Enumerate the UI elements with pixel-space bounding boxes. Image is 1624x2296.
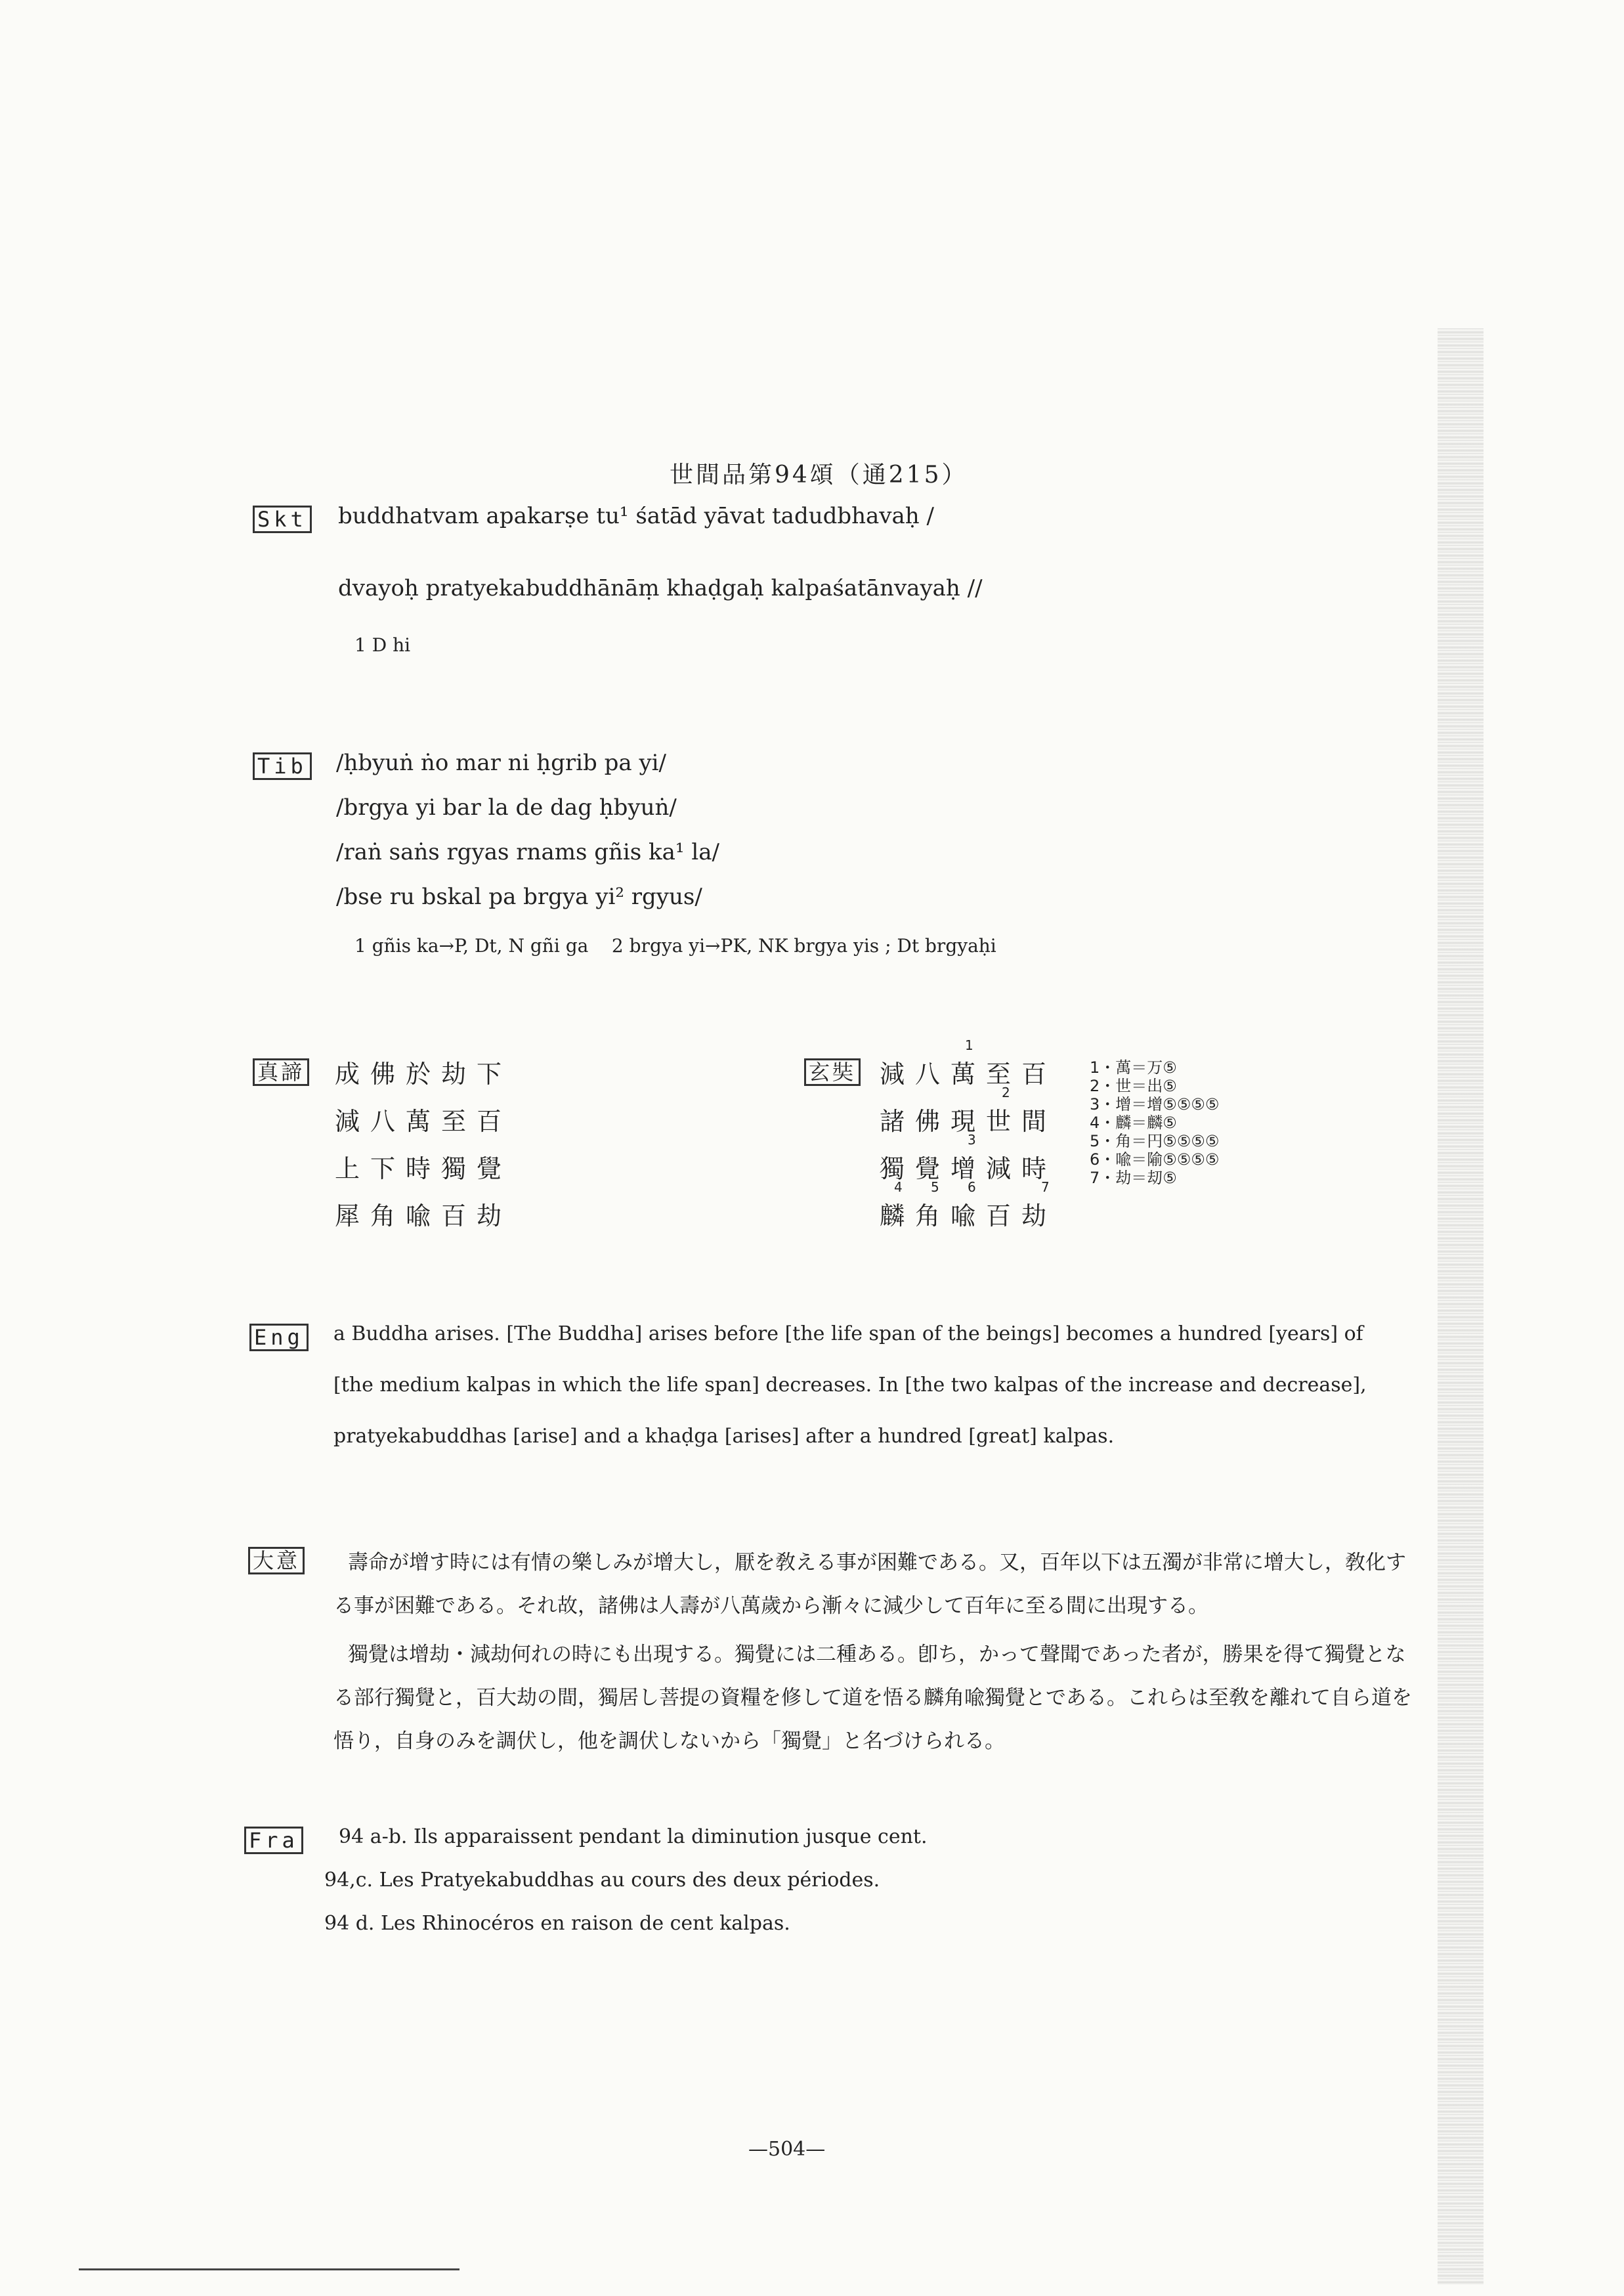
fra-line-1: 94 a-b. Ils apparaissent pendant la diminution jusque cent.	[339, 1825, 928, 1848]
variant-note: 5・角＝円⑤⑤⑤⑤	[1090, 1132, 1220, 1150]
tib-note: 1 gñis ka→P, Dt, N gñi ga 2 brgya yi→PK, NK brgya yis ; Dt brgyaḥi	[354, 935, 996, 957]
variant-note: 6・喩＝隃⑤⑤⑤⑤	[1090, 1150, 1220, 1169]
zhendi-line-3: 上下時獨覺	[335, 1154, 513, 1183]
page-title: 世間品第94頌（通215）	[670, 462, 968, 488]
section-label-zhendi: 真諦	[253, 1058, 309, 1086]
tib-line-2: /brgya yi bar la de dag ḥbyuṅ/	[336, 794, 677, 821]
variant-note: 2・世＝出⑤	[1090, 1077, 1177, 1095]
xuanzang-mark-7: 7	[1041, 1179, 1050, 1195]
tib-line-4: /bse ru bskal pa brgya yi² rgyus/	[336, 884, 702, 910]
variant-note: 4・麟＝麟⑤	[1090, 1114, 1177, 1132]
variant-notes	[1090, 1058, 1219, 1187]
section-label-fra: Fra	[244, 1827, 303, 1854]
page-number: —504—	[748, 2138, 826, 2161]
xuanzang-line-4: 麟角喩百劫	[880, 1202, 1058, 1230]
taii-line-4: る部行獨覺と，百大劫の間，獨居し菩提の資糧を修して道を悟る麟角喩獨覺とである。これらは至敎を離れて自ら道を	[333, 1686, 1412, 1710]
xuanzang-mark-3: 3	[968, 1132, 976, 1148]
variant-note: 3・增＝增⑤⑤⑤⑤	[1090, 1095, 1220, 1114]
xuanzang-mark-5: 5	[931, 1179, 939, 1195]
taii-line-5: 悟り，自身のみを調伏し，他を調伏しないから「獨覺」と名づけられる。	[333, 1729, 1005, 1753]
skt-note: 1 D hi	[354, 634, 411, 656]
fra-line-3: 94 d. Les Rhinocéros en raison de cent kalpas.	[324, 1912, 790, 1935]
eng-line-2: [the medium kalpas in which the life span] decreases. In [the two kalpas of the increase and decrease],	[333, 1374, 1367, 1397]
section-label-taii: 大意	[248, 1547, 305, 1574]
fra-line-2: 94,c. Les Pratyekabuddhas au cours des deux périodes.	[324, 1869, 880, 1892]
eng-line-3: pratyekabuddhas [arise] and a khaḍga [arises] after a hundred [great] kalpas.	[333, 1425, 1115, 1448]
section-label-tib: Tib	[253, 752, 312, 780]
zhendi-line-1: 成佛於劫下	[335, 1060, 513, 1089]
tib-line-3: /raṅ saṅs rgyas rnams gñis ka¹ la/	[336, 839, 719, 865]
bottom-rule	[79, 2268, 459, 2270]
section-label-xuanzang: 玄奘	[804, 1058, 861, 1086]
variant-note: 1・萬＝万⑤	[1090, 1058, 1177, 1077]
section-label-eng: Eng	[249, 1324, 309, 1351]
xuanzang-line-1: 減八萬至百	[880, 1060, 1058, 1089]
eng-line-1: a Buddha arises. [The Buddha] arises before [the life span of the beings] becomes a hundred [years] of	[333, 1322, 1363, 1345]
xuanzang-mark-6: 6	[968, 1179, 976, 1195]
taii-line-2: る事が困難である。それ故，諸佛は人壽が八萬歲から漸々に減少して百年に至る間に出現する。	[333, 1594, 1208, 1618]
xuanzang-line-2: 諸佛現世間	[880, 1107, 1058, 1136]
variant-note: 7・劫＝刧⑤	[1090, 1169, 1177, 1187]
skt-line-1: buddhatvam apakarṣe tu¹ śatād yāvat tadudbhavaḥ /	[338, 503, 934, 529]
xuanzang-mark-2: 2	[1002, 1085, 1010, 1100]
zhendi-line-4: 犀角喩百劫	[335, 1202, 513, 1230]
xuanzang-mark-4: 4	[894, 1179, 903, 1195]
section-label-skt: Skt	[253, 506, 312, 533]
xuanzang-line-3: 獨覺增減時	[880, 1154, 1058, 1183]
skt-line-2: dvayoḥ pratyekabuddhānāṃ khaḍgaḥ kalpaśatānvayaḥ //	[338, 575, 983, 601]
scan-edge-shadow	[1438, 328, 1484, 2285]
zhendi-line-2: 減八萬至百	[335, 1107, 513, 1136]
taii-line-1: 壽命が增す時には有情の樂しみが增大し，厭を敎える事が困難である。又，百年以下は五濁が非常に增大し，敎化す	[348, 1551, 1406, 1574]
taii-line-3: 獨覺は增劫・減劫何れの時にも出現する。獨覺には二種ある。卽ち，かって聲聞であった者が，勝果を得て獨覺とな	[348, 1643, 1406, 1666]
tib-line-1: /ḥbyuṅ ṅo mar ni ḥgrib pa yi/	[336, 750, 666, 776]
xuanzang-mark-1: 1	[965, 1037, 973, 1053]
